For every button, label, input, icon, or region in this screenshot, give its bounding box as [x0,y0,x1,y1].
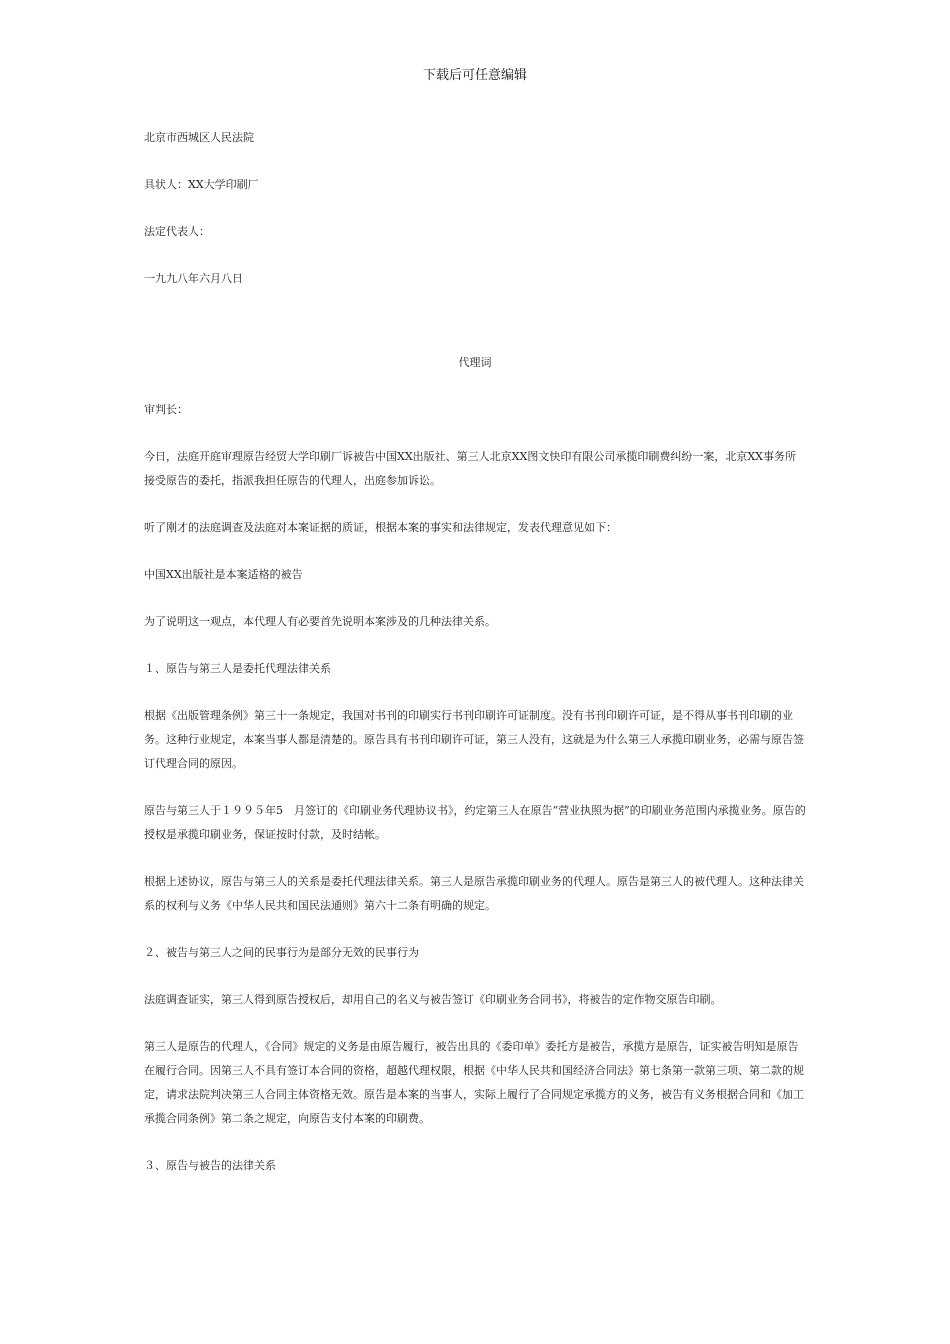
complaint-date: 一九九八年六月八日 [144,272,243,285]
paragraph-regulation: 根据《出版管理条例》第三十一条规定，我国对书刊的印刷实行书刊印刷许可证制度。没有书刊印刷许可证，是不得从事书刊印刷的业务。这种行业规定，本案当事人都是清楚的。原告具有书刊印刷许可证，第三人没有，这就是为什么第三人承揽印刷业务，必需与原告签订代理合同的原因。 [144,709,804,770]
paragraph-contract-analysis: 第三人是原告的代理人，《合同》规定的义务是由原告履行，被告出具的《委印单》委托方是被告，承揽方是原告，证实被告明知是原告在履行合同。因第三人不具有签订本合同的资格，超越代理权限，根据《中华人民共和国经济合同法》第七条第一款第三项、第二款的规定，请求法院判决第三人合同主体资格无效。原告是本案的当事人，实际上履行了合同规定承揽方的义务，被告有义务根据合同和《加工承揽合同条例》第二条之规定，向原告支付本案的印刷费。 [144,1040,804,1125]
section-heading-1: １、原告与第三人是委托代理法律关系 [144,662,331,675]
section-heading-2: ２、被告与第三人之间的民事行为是部分无效的民事行为 [144,946,419,959]
paragraph-explanation: 为了说明这一观点，本代理人有必要首先说明本案涉及的几种法律关系。 [144,615,496,628]
representative-line: 法定代表人： [144,225,210,238]
paragraph-intro: 今日，法庭开庭审理原告经贸大学印刷厂诉被告中国XX出版社、第三人北京XX图文快印有限公司承揽印刷费纠纷一案，北京XX事务所接受原告的委托，指派我担任原告的代理人，出庭参加诉讼。 [144,450,796,487]
plaintiff-line: 具状人：XX大学印刷厂 [144,178,259,191]
statement-title: 代理词 [458,356,492,369]
paragraph-agency-relation: 根据上述协议，原告与第三人的关系是委托代理法律关系。第三人是原告承揽印刷业务的代理人。原告是第三人的被代理人。这种法律关系的权利与义务《中华人民共和国民法通则》第六十二条有明确的规定。 [144,875,804,912]
section-heading-3: ３、原告与被告的法律关系 [144,1159,276,1172]
paragraph-agreement: 原告与第三人于１９９５年5 月签订的《印刷业务代理协议书》，约定第三人在原告“营业执照为据”的印刷业务范围内承揽业务。原告的授权是承揽印刷业务，保证按时付款，及时结帐。 [144,804,806,841]
court-name: 北京市西城区人民法院 [144,131,254,144]
paragraph-court-finding: 法庭调查证实，第三人得到原告授权后，却用自己的名义与被告签订《印刷业务合同书》，将被告的定作物交原告印刷。 [144,993,722,1006]
paragraph-point-heading: 中国XX出版社是本案适格的被告 [144,568,303,581]
paragraph-opinion-lead: 听了刚才的法庭调查及法庭对本案证据的质证，根据本案的事实和法律规定，发表代理意见如下： [144,521,617,534]
header-note: 下载后可任意编辑 [422,68,527,83]
document-body [144,126,806,1201]
salutation: 审判长： [144,403,188,416]
